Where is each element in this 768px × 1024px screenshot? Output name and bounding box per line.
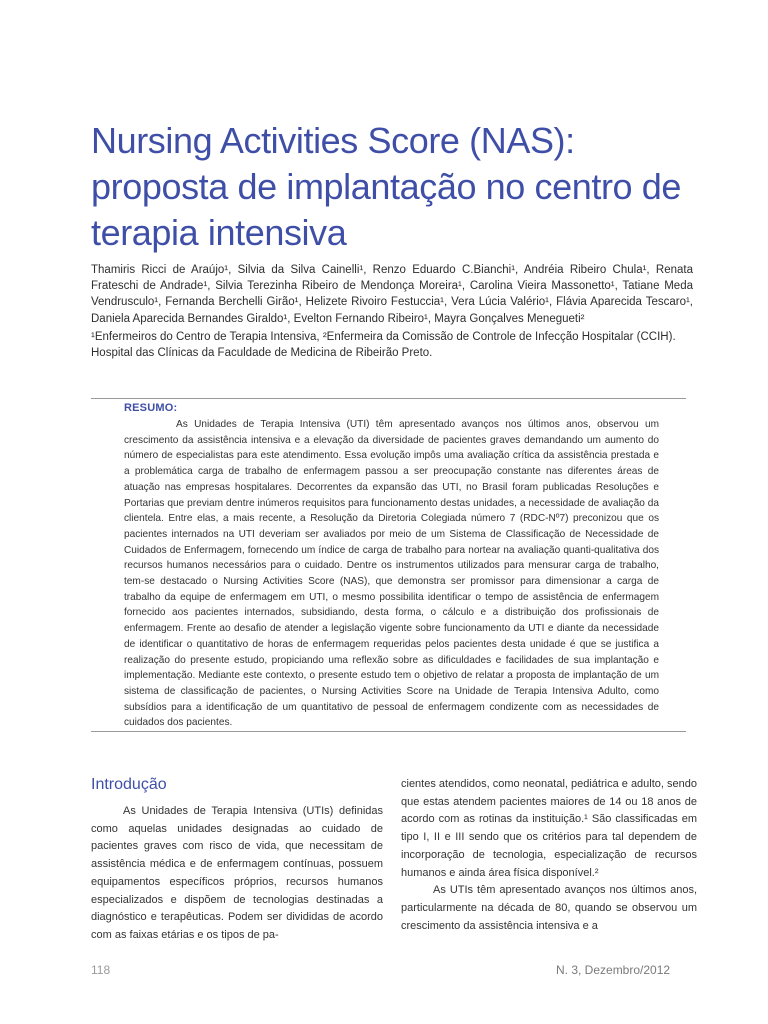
article-title: Nursing Activities Score (NAS): proposta de implantação no centro de terapia intensiva: [91, 120, 682, 253]
page-number: 118: [91, 963, 111, 977]
body-paragraph: As UTIs têm apresentado avanços nos últimos anos, particularmente na década de 80, quando se observou um crescimento da assistência intensiva e a: [401, 884, 697, 932]
body-column-right: [401, 776, 697, 935]
abstract-top-rule: [91, 398, 686, 399]
abstract-bottom-rule: [91, 731, 686, 732]
body-paragraph: cientes atendidos, como neonatal, pediátrica e adulto, sendo que estas atendem pacientes maiores de 14 ou 18 anos de acordo com as rotinas da instituição.¹ São classificadas em tipo I, II e III sendo que os critérios para tal dependem de incorporação de tecnologia, especialização de recursos humanos e ainda área física disponível.²: [401, 778, 697, 879]
abstract-label: RESUMO:: [124, 402, 178, 414]
body-column-left: [91, 775, 383, 945]
section-heading-introducao: Introdução: [91, 776, 167, 793]
body-paragraph: As Unidades de Terapia Intensiva (UTIs) definidas como aquelas unidades designadas ao cuidado de pacientes graves com risco de vida, que necessitam de assistência médica e de enfermagem contínuas, possuem equipamentos específicos próprios, recursos humanos especializados e dispõem de tecnologias destinadas a diagnóstico e terapêuticas. Podem ser divididas de acordo com as faixas etárias e os tipos de pa-: [91, 805, 383, 941]
affiliations: ¹Enfermeiros do Centro de Terapia Intensiva, ²Enfermeira da Comissão de Controle de Infecção Hospitalar (CCIH). Hospital das Clínicas da Faculdade de Medicina de Ribeirão Preto.: [91, 331, 676, 359]
author-list: Thamiris Ricci de Araújo¹, Silvia da Silva Cainelli¹, Renzo Eduardo C.Bianchi¹, Andréia Ribeiro Chula¹, Renata Frateschi de Andrade¹, Silvia Terezinha Ribeiro de Mendonça Moreira¹, Carolina Vieira Massonetto¹, Tatiane Meda Vendrusculo¹, Fernanda Berchelli Girão¹, Helizete Rivoiro Festuccia¹, Vera Lúcia Valério¹, Flávia Aparecida Tescaro¹, Daniela Aparecida Bernandes Giraldo¹, Evelton Fernando Ribeiro¹, Mayra Gonçalves Menegueti²: [91, 264, 693, 325]
issue-info: N. 3, Dezembro/2012: [556, 963, 671, 977]
abstract-text: As Unidades de Terapia Intensiva (UTI) têm apresentado avanços nos últimos anos, observou um crescimento da assistência intensiva e a elevação da diversidade de pacientes graves demandando um aumento do número de especialistas para este atendimento. Essa evolução impôs uma avaliação crítica da assistência prestada e a problemática carga de trabalho de enfermagem passou a ser preocupação constante nas diferentes áreas de atuação nas empresas hospitalares. Decorrentes da expansão das UTI, no Brasil foram publicadas Resoluções e Portarias que previam dentre inúmeros requisitos para funcionamento destas unidades, a necessidade de avaliação da clientela. Entre elas, a mais recente, a Resolução da Diretoria Colegiada número 7 (RDC-Nº7) preconizou que os pacientes internados na UTI deveriam ser avaliados por meio de um Sistema de Classificação de Necessidade de Cuidados de Enfermagem, fornecendo um índice de carga de trabalho para nortear na avaliação quanti-qualitativa dos recursos humanos necessários para o cuidado. Dentre os instrumentos utilizados para mensurar carga de trabalho, tem-se destacado o Nursing Activities Score (NAS), que demonstra ser promissor para dimensionar a carga de trabalho da equipe de enfermagem em UTI, o mesmo possibilita identificar o tempo de assistência de enfermagem fornecido aos pacientes internados, subsidiando, desta forma, o cálculo e a distribuição dos profissionais de enfermagem. Frente ao desafio de atender a legislação vigente sobre funcionamento da UTI e diante da necessidade de identificar o quantitativo de horas de enfermagem requeridas pelos pacientes desta unidade é que se justifica a realização do presente estudo, propiciando uma reflexão sobre as dificuldades e facilidades de sua implantação e implementação. Mediante este contexto, o presente estudo tem o objetivo de relatar a proposta de implantação de um sistema de classificação de pacientes, o Nursing Activities Score na Unidade de Terapia Intensiva Adulto, como subsídios para a identificação de um quantitativo de pessoal de enfermagem condizente com as necessidades de cuidados dos pacientes.: [124, 419, 659, 729]
